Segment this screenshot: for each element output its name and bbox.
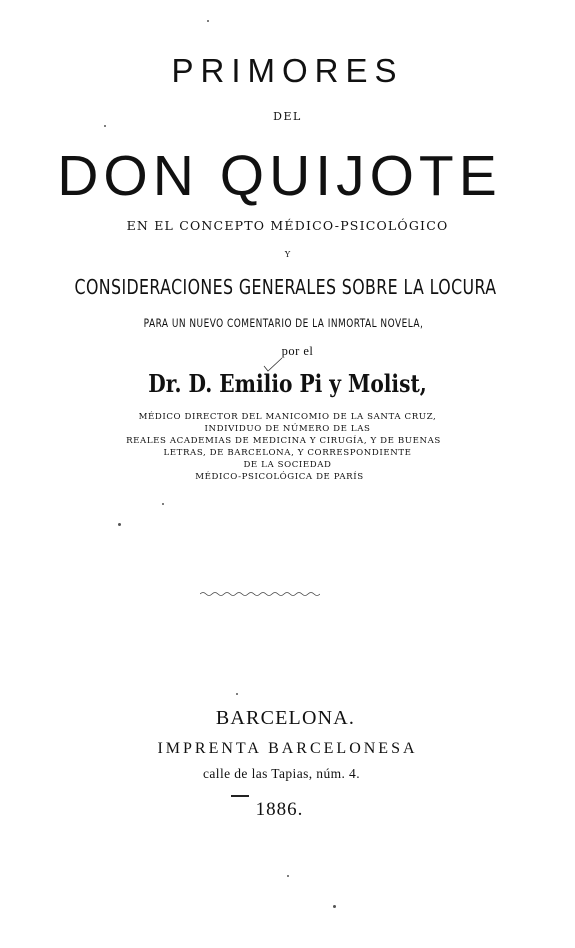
paper-speck: [118, 523, 121, 526]
divider-rule: [231, 795, 249, 797]
subtitle-concepto: EN EL CONCEPTO MÉDICO-PSICOLÓGICO: [126, 218, 449, 233]
subtitle-conjunction: Y: [284, 250, 291, 259]
author-credential-line: INDIVIDUO DE NÚMERO DE LAS: [204, 424, 371, 434]
author-credential-line: REALES ACADEMIAS DE MEDICINA Y CIRUGÍA, Y DE BUENAS: [126, 436, 441, 446]
imprint-printer: IMPRENTA BARCELONESA: [157, 740, 418, 757]
title-primores: PRIMORES: [171, 52, 404, 89]
author-name: Dr. D. Emilio Pi y Molist,: [148, 369, 427, 398]
author-credential-line: DE LA SOCIEDAD: [243, 460, 332, 470]
imprint-city: BARCELONA.: [215, 707, 356, 729]
paper-speck: [162, 503, 164, 505]
author-credential-line: MÉDICO-PSICOLÓGICA DE PARÍS: [195, 472, 364, 482]
paper-speck: [104, 125, 106, 127]
paper-speck: [207, 20, 209, 22]
author-credential-line: LETRAS, DE BARCELONA, Y CORRESPONDIENTE: [163, 448, 412, 458]
decorative-wavy-rule: [200, 590, 320, 598]
main-title: DON QUIJOTE: [57, 144, 502, 208]
imprint-address: calle de las Tapias, núm. 4.: [203, 766, 360, 781]
imprint-year: 1886.: [255, 799, 304, 820]
paper-speck: [236, 693, 238, 695]
author-credential-line: MÉDICO DIRECTOR DEL MANICOMIO DE LA SANTA CRUZ,: [138, 412, 437, 422]
byline-prefix: por el: [281, 344, 314, 358]
paper-speck: [333, 905, 336, 908]
subtitle-para: PARA UN NUEVO COMENTARIO DE LA INMORTAL NOVELA,: [143, 316, 424, 330]
title-del: DEL: [273, 110, 302, 123]
subtitle-consideraciones: CONSIDERACIONES GENERALES SOBRE LA LOCURA: [74, 275, 497, 299]
paper-speck: [287, 875, 289, 877]
